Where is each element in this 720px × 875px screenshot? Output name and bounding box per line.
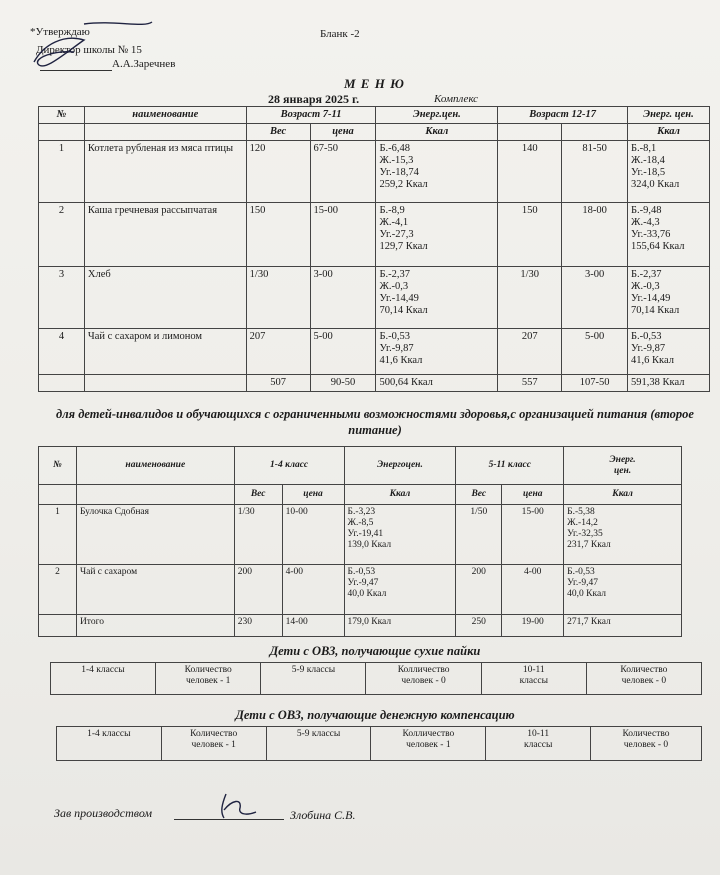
col-kcal2: Ккал <box>628 124 710 141</box>
complex-label: Комплекс <box>434 93 479 105</box>
row-weight1: 200 <box>234 565 282 615</box>
comp-count-1-4: Количество человек - 1 <box>161 727 266 761</box>
col-grade2: 5-11 класс <box>456 447 564 485</box>
row-price2: 5-00 <box>562 329 628 375</box>
dry-count-10-11: Количество человек - 0 <box>586 663 701 695</box>
col-weight: Вес <box>234 485 282 505</box>
empty-cell <box>39 375 85 392</box>
total-row <box>39 615 682 637</box>
col-age2: Возраст 12-17 <box>498 107 628 124</box>
empty-cell <box>84 124 246 141</box>
dry-grade-5-9: 5-9 классы <box>261 663 366 695</box>
empty-cell <box>39 124 85 141</box>
row-name: Каша гречневая рассыпчатая <box>84 203 246 267</box>
row-price2: 3-00 <box>562 267 628 329</box>
col-price: цена <box>310 124 376 141</box>
empty-cell <box>76 485 234 505</box>
row-price1: 15-00 <box>310 203 376 267</box>
row-name: Котлета рубленая из мяса птицы <box>84 141 246 203</box>
col-kcal2: Ккал <box>564 485 682 505</box>
director-line: Директор школы № 15 <box>36 44 142 56</box>
dry-count-1-4: Количество человек - 1 <box>155 663 261 695</box>
compensation-title: Дети с ОВЗ, получающие денежную компенсацию <box>235 708 515 722</box>
page-title: М Е Н Ю <box>344 76 405 91</box>
dry-grade-10-11: 10-11 классы <box>481 663 586 695</box>
comp-count-5-9: Колличество человек - 1 <box>371 727 486 761</box>
row-price1: 67-50 <box>310 141 376 203</box>
total-energy2: 271,7 Ккал <box>564 615 682 637</box>
row-weight1: 1/30 <box>246 267 310 329</box>
total-energy2: 591,38 Ккал <box>628 375 710 392</box>
col-kcal: Ккал <box>376 124 498 141</box>
row-energy2: Б.-5,38 Ж.-14,2 Уг.-32,35 231,7 Ккал <box>564 505 682 565</box>
total-price2: 107-50 <box>562 375 628 392</box>
col-energy1: Энергоцен. <box>344 447 456 485</box>
comp-grade-1-4: 1-4 классы <box>57 727 162 761</box>
row-energy2: Б.-2,37 Ж.-0,3 Уг.-14,49 70,14 Ккал <box>628 267 710 329</box>
row-num: 2 <box>39 203 85 267</box>
second-meal-table <box>38 446 682 637</box>
total-price2: 19-00 <box>502 615 564 637</box>
row-energy1: Б.-0,53 Уг.-9,47 40,0 Ккал <box>344 565 456 615</box>
row-price1: 3-00 <box>310 267 376 329</box>
total-row <box>39 375 710 392</box>
comp-count-10-11: Количество человек - 0 <box>590 727 701 761</box>
director-name: А.А.Заречнев <box>112 58 176 70</box>
col-energy1: Энерг.цен. <box>376 107 498 124</box>
row-energy2: Б.-9,48 Ж.-4,3 Уг.-33,76 155,64 Ккал <box>628 203 710 267</box>
table-row <box>39 267 710 329</box>
empty-cell <box>562 124 628 141</box>
empty-cell <box>39 615 77 637</box>
total-price1: 90-50 <box>310 375 376 392</box>
table-row <box>39 505 682 565</box>
col-energy2: Энерг. цен. <box>628 107 710 124</box>
row-energy1: Б.-0,53 Уг.-9,87 41,6 Ккал <box>376 329 498 375</box>
row-energy2: Б.-8,1 Ж.-18,4 Уг.-18,5 324,0 Ккал <box>628 141 710 203</box>
row-energy2: Б.-0,53 Уг.-9,87 41,6 Ккал <box>628 329 710 375</box>
row-num: 2 <box>39 565 77 615</box>
row-price1: 5-00 <box>310 329 376 375</box>
total-label: Итого <box>76 615 234 637</box>
director-signature-icon <box>24 14 164 74</box>
col-num: № <box>39 447 77 485</box>
dry-count-5-9: Колличество человек - 0 <box>366 663 481 695</box>
compensation-table <box>56 726 702 761</box>
col-energy2: Энерг. цен. <box>564 447 682 485</box>
menu-date: 28 января 2025 г. <box>268 92 360 106</box>
col-age1: Возраст 7-11 <box>246 107 376 124</box>
dry-grade-1-4: 1-4 классы <box>51 663 156 695</box>
approve-line: *Утверждаю <box>30 26 90 38</box>
col-name: наименование <box>76 447 234 485</box>
row-energy1: Б.-6,48 Ж.-15,3 Уг.-18,74 259,2 Ккал <box>376 141 498 203</box>
row-num: 4 <box>39 329 85 375</box>
total-weight2: 250 <box>456 615 502 637</box>
manager-signature-icon <box>212 790 268 822</box>
menu-table <box>38 106 710 392</box>
col-price2: цена <box>502 485 564 505</box>
row-name: Булочка Сдобная <box>76 505 234 565</box>
col-kcal: Ккал <box>344 485 456 505</box>
footer-name: Злобина С.В. <box>290 808 356 822</box>
col-num: № <box>39 107 85 124</box>
comp-grade-10-11: 10-11 классы <box>486 727 591 761</box>
row-weight1: 1/30 <box>234 505 282 565</box>
dry-rations-table <box>50 662 702 695</box>
col-weight: Вес <box>246 124 310 141</box>
empty-cell <box>84 375 246 392</box>
table-row <box>39 329 710 375</box>
row-price2: 81-50 <box>562 141 628 203</box>
row-num: 3 <box>39 267 85 329</box>
table-row <box>39 141 710 203</box>
row-energy1: Б.-2,37 Ж.-0,3 Уг.-14,49 70,14 Ккал <box>376 267 498 329</box>
row-num: 1 <box>39 505 77 565</box>
section-title: для детей-инвалидов и обучающихся с ограниченными возможностями здоровья,с организацией питания (второе питание) <box>56 407 694 437</box>
row-weight1: 120 <box>246 141 310 203</box>
row-weight1: 150 <box>246 203 310 267</box>
row-energy2: Б.-0,53 Уг.-9,47 40,0 Ккал <box>564 565 682 615</box>
row-price1: 4-00 <box>282 565 344 615</box>
row-price2: 4-00 <box>502 565 564 615</box>
row-num: 1 <box>39 141 85 203</box>
row-weight2: 150 <box>498 203 562 267</box>
empty-cell <box>39 485 77 505</box>
total-weight2: 557 <box>498 375 562 392</box>
row-energy1: Б.-3,23 Ж.-8,5 Уг.-19,41 139,0 Ккал <box>344 505 456 565</box>
row-price1: 10-00 <box>282 505 344 565</box>
empty-cell <box>498 124 562 141</box>
row-name: Хлеб <box>84 267 246 329</box>
row-price2: 18-00 <box>562 203 628 267</box>
total-weight1: 507 <box>246 375 310 392</box>
col-weight2: Вес <box>456 485 502 505</box>
row-energy1: Б.-8,9 Ж.-4,1 Уг.-27,3 129,7 Ккал <box>376 203 498 267</box>
footer-position: Зав производством <box>54 806 153 820</box>
form-label: Бланк -2 <box>320 28 360 40</box>
row-weight2: 200 <box>456 565 502 615</box>
row-weight1: 207 <box>246 329 310 375</box>
total-energy1: 500,64 Ккал <box>376 375 498 392</box>
comp-grade-5-9: 5-9 классы <box>266 727 371 761</box>
row-weight2: 207 <box>498 329 562 375</box>
row-weight2: 1/50 <box>456 505 502 565</box>
dry-rations-title: Дети с ОВЗ, получающие сухие пайки <box>269 644 481 658</box>
total-price1: 14-00 <box>282 615 344 637</box>
col-grade1: 1-4 класс <box>234 447 344 485</box>
table-row <box>39 203 710 267</box>
row-price2: 15-00 <box>502 505 564 565</box>
total-weight1: 230 <box>234 615 282 637</box>
total-energy1: 179,0 Ккал <box>344 615 456 637</box>
col-price: цена <box>282 485 344 505</box>
table-row <box>39 565 682 615</box>
row-weight2: 1/30 <box>498 267 562 329</box>
row-weight2: 140 <box>498 141 562 203</box>
col-name: наименование <box>84 107 246 124</box>
row-name: Чай с сахаром и лимоном <box>84 329 246 375</box>
row-name: Чай с сахаром <box>76 565 234 615</box>
